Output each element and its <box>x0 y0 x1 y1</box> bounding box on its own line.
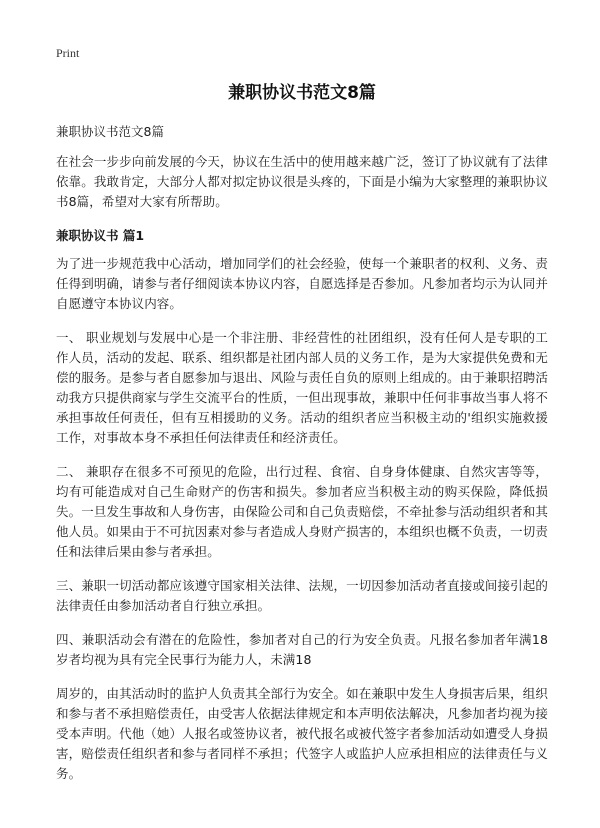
body-paragraph: 周岁的，由其活动时的监护人负责其全部行为安全。如在兼职中发生人身损害后果，组织和参与者不承担赔偿责任，由受害人依据法律规定和本声明依法解决，凡参加者均视为接受本声明。代他（她）人报名或签协议者，被代报名或被代签字者参加活动如遭受人身损害，赔偿责任组织者和参与者同样不承担；代签字人或监护人应承担相应的法律责任与义务。 <box>56 686 548 781</box>
body-paragraph: 三、兼职一切活动都应该遵守国家相关法律、法规，一切因参加活动者直接或间接引起的法律责任由参加活动者自行独立承担。 <box>56 578 548 613</box>
intro-paragraph: 在社会一步步向前发展的今天，协议在生活中的使用越来越广泛，签订了协议就有了法律依靠。我敢肯定，大部分人都对拟定协议很是头疼的，下面是小编为大家整理的兼职协议书8篇，希望对大家有所帮助。 <box>56 154 548 209</box>
print-label[interactable]: Print <box>56 46 80 60</box>
section-heading: 兼职协议书 篇1 <box>56 228 145 243</box>
body-paragraph: 四、兼职活动会有潜在的危险性，参加者对自己的行为安全负责。凡报名参加者年满18岁者均视为具有完全民事行为能力人，未满18 <box>56 632 548 667</box>
body-paragraph: 一、 职业规划与发展中心是一个非注册、非经营性的社团组织，没有任何人是专职的工作人员，活动的发起、联系、组织都是社团内部人员的义务工作，是为大家提供免费和无偿的服务。是参与者自愿参加与退出、风险与责任自负的原则上组成的。由于兼职招聘活动我方只提供商家与学生交流平台的性质，一但出现事故，兼职中任何非事故当事人将不承担事故任何责任，但有互相援助的义务。活动的组织者应当积极主动的'组织实施救援工作，对事故本身不承担任何法律责任和经济责任。 <box>56 330 548 445</box>
document-subtitle: 兼职协议书范文8篇 <box>56 124 164 139</box>
body-paragraph: 为了进一步规范我中心活动，增加同学们的社会经验，使每一个兼职者的权利、义务、责任得到明确，请参与者仔细阅读本协议内容，自愿选择是否参加。凡参加者均示为认同并自愿遵守本协议内容。 <box>56 256 548 311</box>
body-paragraph: 二、 兼职存在很多不可预见的危险，出行过程、食宿、自身身体健康、自然灾害等等，均有可能造成对自己生命财产的伤害和损失。参加者应当积极主动的购买保险，降低损失。一旦发生事故和人身伤害，由保险公司和自己负责赔偿，不牵扯参与活动组织者和其他人员。如果由于不可抗因素对参与者造成人身财产损害的，本组织也概不负责，一切责任和法律后果由参与者承担。 <box>56 464 548 559</box>
document-title: 兼职协议书范文8篇 <box>228 83 376 103</box>
